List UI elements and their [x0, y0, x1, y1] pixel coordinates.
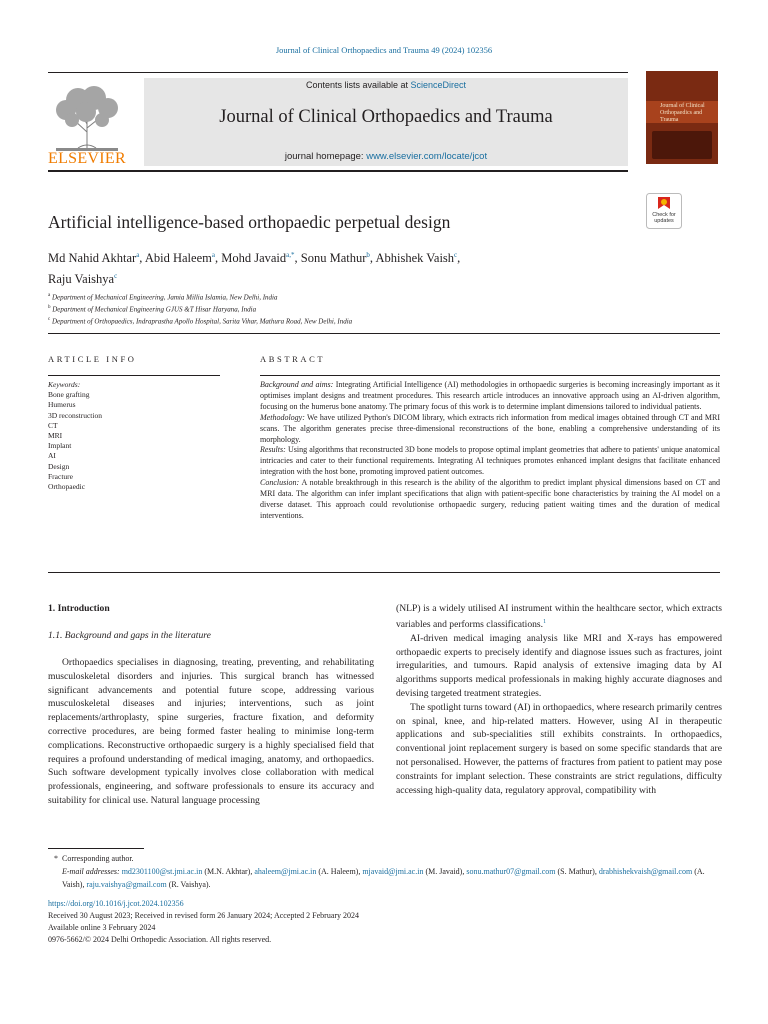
email-link[interactable]: md2301100@st.jmi.ac.in [121, 867, 203, 876]
author[interactable]: Sonu Mathur [300, 251, 367, 266]
email-link[interactable]: ahaleem@jmi.ac.in [254, 867, 317, 876]
author[interactable]: Abid Haleem [144, 251, 212, 266]
keyword: 3D reconstruction [48, 410, 102, 420]
keyword: CT [48, 420, 58, 430]
affiliation: $^b$ Department of Mechanical Engineering GJUS &T Hisar Haryana, India [48, 304, 257, 314]
article-title: Artificial intelligence-based orthopaedic perpetual design [48, 212, 451, 232]
sciencedirect-link[interactable]: ScienceDirect [410, 80, 467, 90]
header-rule-thick [48, 170, 628, 172]
corresponding-note: * Corresponding author. [54, 854, 134, 863]
article-info-rule [48, 375, 220, 376]
abstract-paragraph: Background and aims: Integrating Artificial Intelligence (AI) methodologies in orthopaedic surgeries is becoming increasingly important as it optimises implant designs and treatment procedures. This research article introduces an innovative approach using an AI-driven algorithm, focusing on the humerus bone anatomy. The primary focus of this work is to determine implant dimensions tailored to individual patients. [260, 380, 720, 411]
affiliation: $^a$ Department of Mechanical Engineering, Jamia Millia Islamia, New Delhi, India [48, 293, 278, 302]
header-rule [48, 72, 628, 73]
contents-prefix: Contents lists available at [305, 80, 411, 90]
body-column-right [396, 602, 722, 797]
abstract-bottom-rule [48, 572, 720, 573]
keywords-label: Keywords: [48, 380, 81, 389]
doi-link[interactable]: https://doi.org/10.1016/j.jcot.2024.102356 [48, 899, 184, 908]
check-updates-line-1: Check for [652, 212, 676, 218]
email-label: E-mail addresses: [62, 867, 120, 876]
check-updates-line-2: updates [654, 218, 674, 224]
homepage-prefix: journal homepage: [284, 151, 367, 162]
author-affil-mark[interactable]: a,* [286, 251, 295, 259]
affiliations [48, 291, 648, 326]
copyright-line: 0976-5662/© 2024 Delhi Orthopedic Association. All rights reserved. [48, 935, 272, 944]
dates-line: Received 30 August 2023; Received in revised form 26 January 2024; Accepted 2 February 2024 [48, 911, 360, 920]
email-link[interactable]: sonu.mathur07@gmail.com [466, 867, 556, 876]
abstract-paragraph: Conclusion: A notable breakthrough in this research is the ability of the algorithm to predict implant physical dimensions based on CT and MRI data. The algorithm can infer implant specifications that align with patient-specific bone characteristics by training the AI model on a diverse dataset. This approach could revolutionise orthopaedic surgery, reducing patient waiting times and the duration of medical interventions. [260, 478, 720, 520]
keyword: Fracture [48, 471, 73, 481]
publisher-wordmark: ELSEVIER [48, 150, 126, 167]
keyword: MRI [48, 431, 63, 441]
email-link[interactable]: drabhishekvaish@gmail.com [598, 867, 693, 876]
keyword: Implant [48, 441, 72, 451]
reference-link[interactable]: 1 [543, 618, 547, 625]
email-note: E-mail addresses: md2301100@st.jmi.ac.in (M.N. Akhtar), ahaleem@jmi.ac.in (A. Haleem), mjavaid@jmi.ac.in (M. Javaid), sonu.mathur07@gmail.com (S. Mathur), drabhishekvaish@gmail.com (A. Vaish), raju.vaishya@gmail.com (R. Vaishya). [62, 867, 705, 889]
abstract-body [260, 380, 720, 522]
section-heading: 1. Introduction [48, 603, 110, 614]
author-affil-mark[interactable]: b [366, 251, 370, 259]
keyword: AI [48, 451, 56, 461]
body-paragraph: Orthopaedics specialises in diagnosing, treating, preventing, and rehabilitating musculoskeletal disorders and injuries. This surgical branch has witnessed significant advancements and potential future scope, addressing various musculoskeletal diseases and injuries; interventions, such as joint replacements/arthroplasty, spine surgeries, fracture fixation, and deformity corrective procedures, are being formed faster healing to minimise long-term complications. Reconstructive orthopaedic surgery is a highly specialised field that requires a profound understanding of medical imaging, anatomy, and orthopaedics. Such software development typically involves close collaboration with medical professionals, engineering, and software professionals to ensure its accuracy and suitability for clinical use. Natural language processing [48, 657, 374, 806]
body-paragraph: The spotlight turns toward (AI) in orthopaedics, where research primarily centres on spinal, knee, and hip-related matters. However, using AI in therapeutic applications and sub-specialities still exhibits constraints. In orthopaedics, conventional joint replacement surgery is based on some specific standards that are not personalised. However, the patterns of fractures from patient to patient may pose constraints for implant selection. These constraints are strict regulations, difficulty accessing high-quality data, regulatory approval, compatibility with [396, 701, 722, 796]
subsection-heading: 1.1. Background and gaps in the literature [48, 630, 211, 641]
journal-cover-thumbnail[interactable] [646, 71, 718, 164]
abstract-heading: ABSTRACT [260, 354, 326, 364]
publication-info [48, 898, 720, 946]
homepage-line [144, 151, 628, 162]
keyword: Humerus [48, 400, 76, 410]
online-line: Available online 3 February 2024 [48, 923, 156, 932]
keyword: Orthopaedic [48, 482, 86, 492]
journal-citation[interactable]: Journal of Clinical Orthopaedics and Trauma 49 (2024) 102356 [275, 45, 493, 55]
author-affil-mark[interactable]: a [211, 251, 215, 259]
footnotes [48, 852, 720, 891]
email-link[interactable]: mjavaid@jmi.ac.in [362, 867, 424, 876]
author-list: Md Nahid Akhtar$^a$, Abid Haleem$^a$, Mohd Javaid$^{a,*}$, Sonu Mathur$^b$, Abhishek Vaish$^c$, Raju Vaishya$^c$ [48, 251, 461, 287]
journal-title: Journal of Clinical Orthopaedics and Trauma [219, 107, 553, 127]
keywords-block [48, 380, 218, 492]
keyword: Design [48, 461, 70, 471]
cover-image [652, 131, 712, 159]
article-info-heading: ARTICLE INFO [48, 354, 137, 364]
author[interactable]: Mohd Javaid [221, 251, 287, 266]
check-for-updates-label [646, 212, 682, 224]
affiliation: $^c$ Department of Orthopaedics, Indraprastha Apollo Hospital, Sarita Vihar, Mathura Road, New Delhi, India [48, 316, 353, 325]
abstract-paragraph: Results: Using algorithms that reconstructed 3D bone models to propose optimal implant geometries that adhere to patients' unique anatomical intricacies and cater to their functional requirements. Integrating AI techniques promotes enhanced implant designs that facilitate enhanced integration with the host bone, promoting improved patient outcomes. [260, 445, 720, 477]
author-affil-mark[interactable]: c [114, 272, 118, 281]
author[interactable]: Md Nahid Akhtar [48, 251, 137, 266]
body-paragraph: (NLP) is a widely utilised AI instrument within the healthcare sector, which extracts variables and performs classifications.$^1$ [396, 603, 722, 630]
author[interactable]: Abhishek Vaish [375, 251, 455, 266]
author-affil-mark[interactable]: a [136, 251, 140, 259]
author-affil-mark[interactable]: c [454, 251, 458, 259]
cover-title: Journal of Clinical Orthopaedics and Trauma [660, 103, 705, 123]
abstract-rule [260, 375, 720, 376]
keyword: Bone grafting [48, 390, 90, 400]
journal-homepage-link[interactable]: www.elsevier.com/locate/jcot [366, 151, 488, 162]
footnote-rule [48, 848, 144, 849]
contents-line [144, 80, 628, 90]
author[interactable]: Raju Vaishya [48, 272, 115, 287]
section-rule [48, 333, 720, 334]
abstract-paragraph: Methodology: We have utilized Python's DICOM library, which extracts rich information from medical images obtained through CT and MRI scans. The algorithm generates precise three-dimensional reconstructions of the bone, enabling a comprehensive understanding of its morphology. [260, 412, 720, 444]
body-column-left [48, 656, 374, 808]
asterisk-mark: * [54, 854, 58, 863]
body-paragraph: AI-driven medical imaging analysis like MRI and X-rays has empowered orthopaedic experts to precisely identify and diagnose issues such as fractures, joint irregularities, and tumours. Rapid analysis of extensive imaging data by AI algorithms supports medical professionals in making highly accurate diagnoses and devising targeted treatment strategies. [396, 632, 722, 699]
email-link[interactable]: raju.vaishya@gmail.com [86, 880, 167, 889]
